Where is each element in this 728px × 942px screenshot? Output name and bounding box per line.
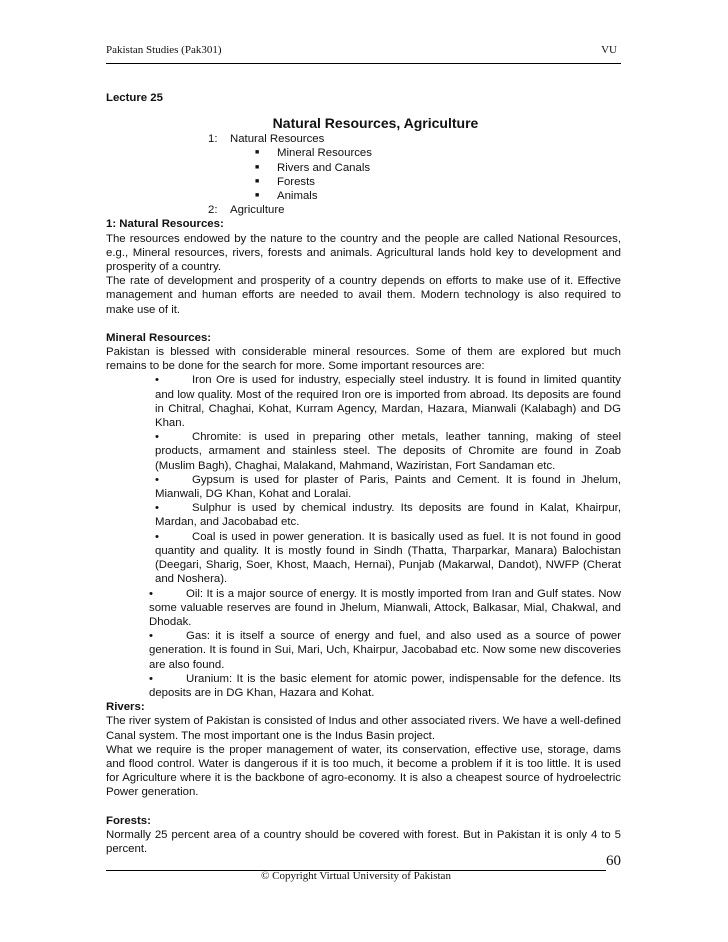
paragraph: The rate of development and prosperity of a country depends on efforts to make use of it. Effective management and human efforts are needed to avail them. Modern technology is also required to make use of it. [106,275,621,316]
square-bullet-icon: ■ [255,149,260,157]
header-vu: VU [601,44,617,56]
lecture-number: Lecture 25 [106,92,163,104]
list-item [106,629,621,672]
course-name: Pakistan Studies (Pak301) [106,44,222,56]
toc-subitem-label: Animals [277,190,318,203]
list-item [106,430,621,473]
list-item-text: Chromite: is used in preparing other metals, leather tanning, making of steel products, armament and stainless steel. The deposits of Chromite are found in Zoab (Muslim Bagh), Chaghai, Malakand, Mahmand, Waziristan, Fort Sandaman etc. [155,431,621,472]
page-header [106,43,621,64]
section-heading-rivers: Rivers: [106,701,145,714]
paragraph: Normally 25 percent area of a country should be covered with forest. But in Pakistan it is only 4 to 5 percent. [106,828,621,855]
list-item-text: Sulphur is used by chemical industry. Its deposits are found in Kalat, Khairpur, Mardan, and Jacobabad etc. [155,502,621,529]
paragraph: What we require is the proper management of water, its conservation, effective use, storage, dams and flood control. Water is dangerous if it is too much, it become a problem if it is too little. It is used for Agriculture where it is the backbone of agro-economy. It is also a cheapest source of hydroelectric Power generation. [106,743,621,799]
toc-subitem-label: Mineral Resources [277,147,372,160]
toc-item-agriculture [106,203,621,217]
list-item-text: Gypsum is used for plaster of Paris, Paints and Cement. It is found in Jhelum, Mianwali, DG Khan, Kohat and Loralai. [155,473,621,501]
page-title: Natural Resources, Agriculture [272,115,479,132]
bullet-icon: • [155,431,159,444]
toc-subitem [106,161,621,175]
toc-num: 2: [208,204,218,217]
toc-item-natural-resources [106,132,621,146]
list-item [106,373,621,430]
bullet-icon: • [149,587,153,600]
paragraph: The resources endowed by the nature to the country and the people are called National Resources, e.g., Mineral resources, rivers, forests and animals. Agricultural lands hold key to development and prosperity of a country. [106,232,621,274]
page-number: 60 [606,853,621,869]
section-heading-forests: Forests: [106,814,151,827]
list-item-text: Uranium: It is the basic element for atomic power, indispensable for the defence. Its deposits are in DG Khan, Hazara and Kohat. [149,672,621,699]
list-item-text: Oil: It is a major source of energy. It is mostly imported from Iran and Gulf states. Now some valuable reserves are found in Jhelum, Mianwali, Attock, Balkasar, Mial, Chakwal, and Dhodak. [149,587,621,628]
bullet-icon: • [155,473,159,486]
copyright-notice: © Copyright Virtual University of Pakistan [261,870,451,882]
list-item [106,501,621,529]
toc-subitem [106,189,621,203]
toc-subitem-label: Forests [277,175,315,188]
section-heading-natural-resources: 1: Natural Resources: [106,218,224,231]
toc-num: 1: [208,133,218,146]
list-item [106,587,621,630]
toc-subitem [106,175,621,189]
section-heading-mineral-resources: Mineral Resources: [106,331,212,344]
list-item-text: Gas: it is itself a source of energy and fuel, and also used as a source of power generation. It is found in Sui, Mari, Uch, Khairpur, Jacobabad etc. Now some new discoveries are also found. [149,630,621,671]
square-bullet-icon: ■ [255,177,260,185]
paragraph: Pakistan is blessed with considerable mineral resources. Some of them are explored but much remains to be done for the search for more. Some important resources are: [106,346,621,373]
toc-label: Natural Resources [230,133,325,146]
bullet-icon: • [149,630,153,643]
list-item [106,473,621,501]
paragraph: The river system of Pakistan is consisted of Indus and other associated rivers. We have a well-defined Canal system. The most important one is the Indus Basin project. [106,715,621,742]
toc-subitem [106,146,621,160]
square-bullet-icon: ■ [255,163,260,171]
list-item-text: Iron Ore is used for industry, especially steel industry. It is found in limited quantity and low quality. Most of the required Iron ore is imported from abroad. Its deposits are found in Chitral, Chaghai, Kohat, Kurram Agency, Mardan, Hazara, Mianwali (Kalabagh) and DG Khan. [155,374,621,430]
document-body [106,91,621,856]
list-item [106,672,621,700]
list-item [106,530,621,587]
square-bullet-icon: ■ [255,192,260,200]
list-item-text: Coal is used in power generation. It is basically used as fuel. It is not found in good quantity and quality. It is mostly found in Sindh (Thatta, Tharparkar, Manara) Balochistan (Deegari, Sharig, Soer, Khost, Maach, Hernai), Punjab (Makarwal, Dandot), NWFP (Cherat and Noshera). [155,530,621,586]
bullet-icon: • [155,374,159,387]
bullet-icon: • [155,530,159,543]
toc-subitem-label: Rivers and Canals [277,161,371,174]
bullet-icon: • [155,502,159,515]
toc-label: Agriculture [230,204,285,217]
bullet-icon: • [149,672,153,685]
